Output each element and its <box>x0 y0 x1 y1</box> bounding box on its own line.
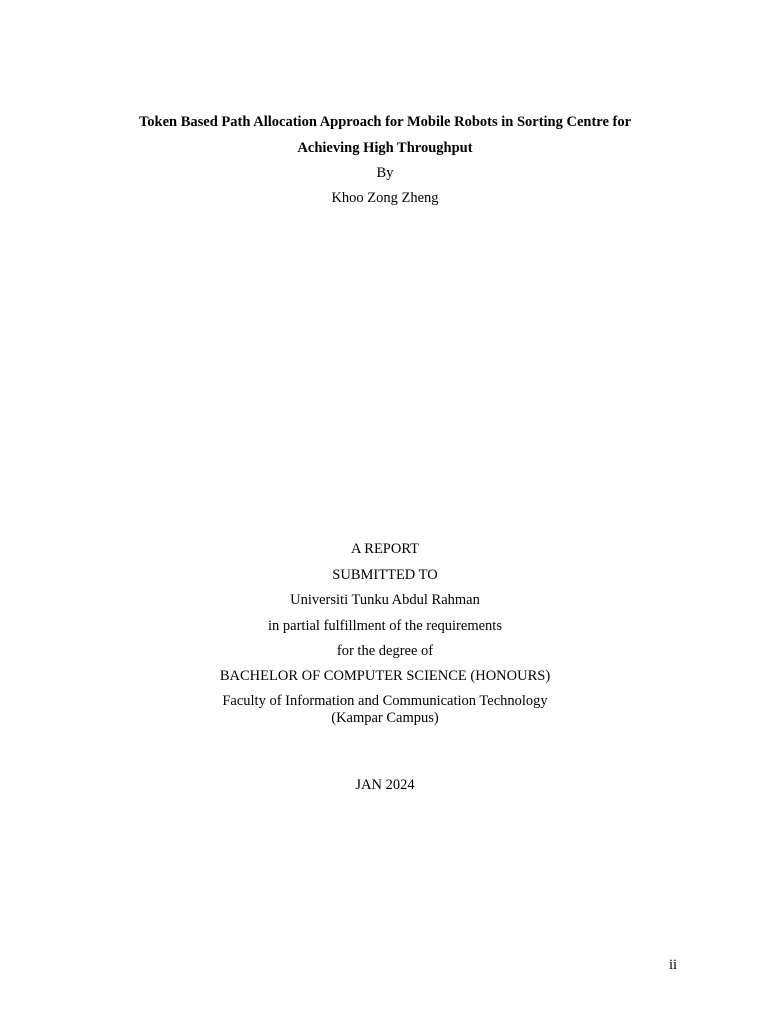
page-number: ii <box>668 957 677 973</box>
university-name: Universiti Tunku Abdul Rahman <box>290 592 480 608</box>
partial-fulfillment-text: in partial fulfillment of the requirements <box>268 618 502 634</box>
report-label: A REPORT <box>350 541 420 557</box>
by-label: By <box>376 165 394 181</box>
campus-name: (Kampar Campus) <box>331 710 439 726</box>
degree-name: BACHELOR OF COMPUTER SCIENCE (HONOURS) <box>219 668 551 684</box>
author-name: Khoo Zong Zheng <box>331 190 439 206</box>
submission-date: JAN 2024 <box>355 777 415 793</box>
title-line-1: Token Based Path Allocation Approach for Mobile Robots in Sorting Centre for <box>138 114 632 130</box>
title-line-2: Achieving High Throughput <box>297 140 473 156</box>
faculty-name: Faculty of Information and Communication Technology <box>222 693 548 709</box>
submitted-to-label: SUBMITTED TO <box>332 567 438 583</box>
degree-of-text: for the degree of <box>336 643 434 659</box>
